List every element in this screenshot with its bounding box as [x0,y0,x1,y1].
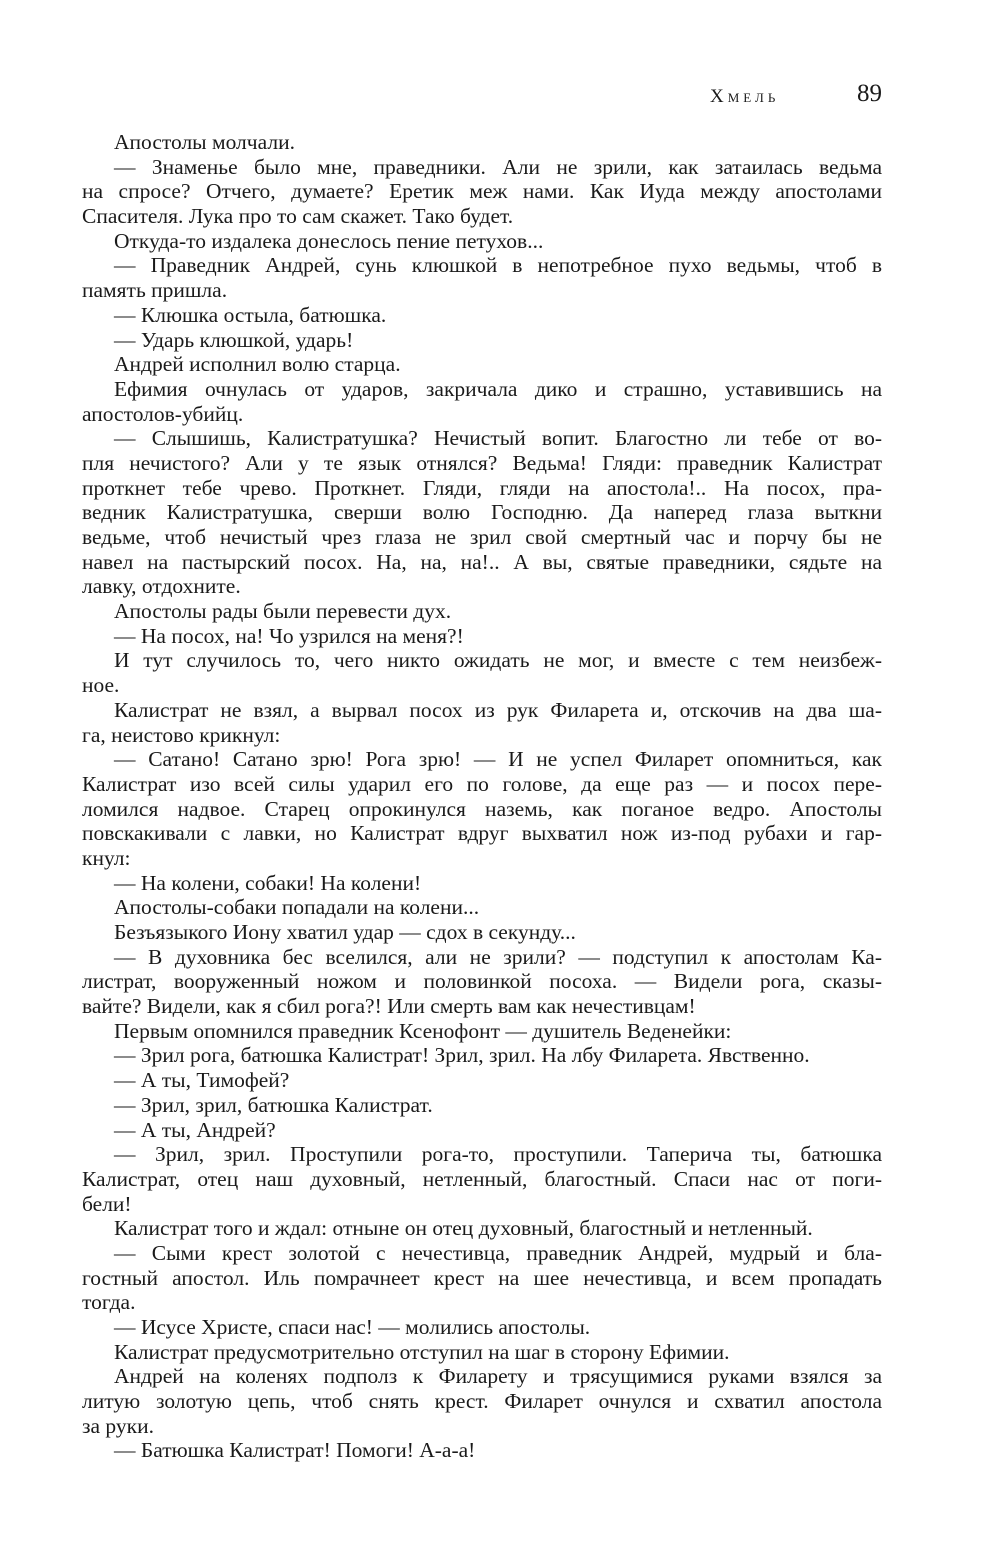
page-header [82,80,882,114]
text-line: ломился надвое. Старец опрокинулся наземь, как поганое ведро. Апостолы [82,796,882,821]
paragraph [82,895,882,920]
text-line: — А ты, Тимофей? [114,1068,290,1093]
text-line: Откуда-то издалека донеслось пение петухов... [114,228,544,253]
text-line: литую золотую цепь, чтоб снять крест. Филарет очнулся и схватил апостола [82,1389,882,1414]
text-line: Апостолы рады были перевести дух. [114,599,452,624]
text-line: Спасителя. Лука про то сам скажет. Тако будет. [82,204,514,229]
text-line: за руки. [82,1413,154,1438]
text-line: — Праведник Андрей, сунь клюшкой в непотребное пухо ведьмы, чтоб в [114,253,882,278]
body-text [82,130,882,1463]
text-line: бели! [82,1191,132,1216]
text-line: ное. [82,673,120,698]
text-line: навел на пастырский посох. На, на, на!.. А вы, святые праведники, сядьте на [82,549,882,574]
paragraph [82,1142,882,1216]
paragraph [82,426,882,599]
text-line: — Знаменье было мне, праведники. Али не зрили, как затаилась ведьма [114,154,882,179]
paragraph [82,1118,882,1143]
text-line: апостолов-убийц. [82,401,244,426]
text-line: повскакивали с лавки, но Калистрат вдруг выхватил нож из-под рубахи и гар- [82,821,882,846]
text-line: листрат, вооруженный ножом и половинкой посоха. — Видели рога, сказы- [82,969,882,994]
text-line: память пришла. [82,278,228,303]
paragraph [82,747,882,870]
text-line: Калистрат, отец наш духовный, нетленный, благостный. Спаси нас от поги- [82,1166,882,1191]
text-line: Андрей на коленях подполз к Филарету и трясущимися руками взялся за [114,1364,882,1389]
text-line: га, неистово крикнул: [82,722,281,747]
paragraph [82,130,882,155]
paragraph [82,1019,882,1044]
text-line: — На колени, собаки! На колени! [114,870,422,895]
paragraph [82,377,882,426]
text-line: — Ударь клюшкой, ударь! [114,327,354,352]
paragraph [82,1315,882,1340]
text-line: — Зрил, зрил. Проступили рога-то, проступили. Таперича ты, батюшка [114,1142,882,1167]
text-line: — Сыми крест золотой с нечестивца, праведник Андрей, мудрый и бла- [114,1240,882,1265]
text-line: Калистрат не взял, а вырвал посох из рук Филарета и, отскочив на два ша- [114,697,882,722]
paragraph [82,1241,882,1315]
paragraph [82,328,882,353]
paragraph [82,1093,882,1118]
text-line: на спросе? Отчего, думаете? Еретик меж нами. Как Иуда между апостолами [82,179,882,204]
text-line: — Слышишь, Калистратушка? Нечистый вопит. Благостно ли тебе от во- [114,426,882,451]
text-line: Калистрат предусмотрительно отступил на шаг в сторону Ефимии. [114,1339,730,1364]
paragraph [82,920,882,945]
text-line: Калистрат того и ждал: отныне он отец духовный, благостный и нетленный. [114,1216,813,1241]
paragraph [82,945,882,1019]
text-line: ведник Калистратушка, сверши волю Господню. Да наперед глаза выткни [82,500,882,525]
text-line: — Батюшка Калистрат! Помоги! А-а-а! [114,1438,476,1463]
running-title: Хмель [710,86,780,107]
text-line: вайте? Видели, как я сбил рога?! Или смерть вам как нечестивцам! [82,994,696,1019]
text-line: — На посох, на! Чо узрился на меня?! [114,623,464,648]
text-line: кнул: [82,845,131,870]
paragraph [82,253,882,302]
paragraph [82,1043,882,1068]
paragraph [82,229,882,254]
paragraph [82,1438,882,1463]
text-line: ведьме, чтоб нечистый чрез глаза не зрил свой смертный час и порчу бы не [82,525,882,549]
page-number: 89 [857,80,882,107]
text-line: Безъязыкого Иону хватил удар — сдох в секунду... [114,920,576,944]
paragraph [82,648,882,697]
text-line: И тут случилось то, чего никто ожидать не мог, и вместе с тем неизбеж- [114,648,882,673]
text-line: Андрей исполнил волю старца. [114,352,401,377]
text-line: — Клюшка остыла, батюшка. [114,302,387,327]
paragraph [82,599,882,624]
text-line: Ефимия очнулась от ударов, закричала дико и страшно, уставившись на [114,376,882,401]
text-line: тогда. [82,1290,136,1315]
paragraph [82,871,882,896]
paragraph [82,698,882,747]
text-line: гостный апостол. Иль помрачнеет крест на шее нечестивца, и всем пропадать [82,1265,882,1290]
paragraph [82,1216,882,1241]
text-line: Апостолы-собаки попадали на колени... [114,895,480,920]
text-line: — Зрил, зрил, батюшка Калистрат. [114,1092,433,1117]
paragraph [82,352,882,377]
paragraph [82,155,882,229]
text-line: — А ты, Андрей? [114,1117,276,1142]
paragraph [82,1068,882,1093]
text-line: лавку, отдохните. [82,574,241,599]
paragraph [82,624,882,649]
paragraph [82,303,882,328]
text-line: — Зрил рога, батюшка Калистрат! Зрил, зрил. На лбу Филарета. Явственно. [114,1043,810,1068]
text-line: — Исусе Христе, спаси нас! — молились апостолы. [114,1315,591,1339]
paragraph [82,1364,882,1438]
text-line: — В духовника бес вселился, али не зрили? — подступил к апостолам Ка- [114,944,882,969]
text-line: Апостолы молчали. [114,130,295,154]
paragraph [82,1340,882,1365]
text-line: Первым опомнился праведник Ксенофонт — душитель Веденейки: [114,1018,732,1043]
text-line: Калистрат изо всей силы ударил его по голове, да еще раз — и посох пере- [82,771,882,796]
text-line: проткнет тебе чрево. Проткнет. Гляди, гляди на апостола!.. На посох, пра- [82,475,882,500]
text-line: — Сатано! Сатано зрю! Рога зрю! — И не успел Филарет опомниться, как [114,747,882,772]
text-line: пля нечистого? Али у те язык отнялся? Ведьма! Гляди: праведник Калистрат [82,450,882,475]
